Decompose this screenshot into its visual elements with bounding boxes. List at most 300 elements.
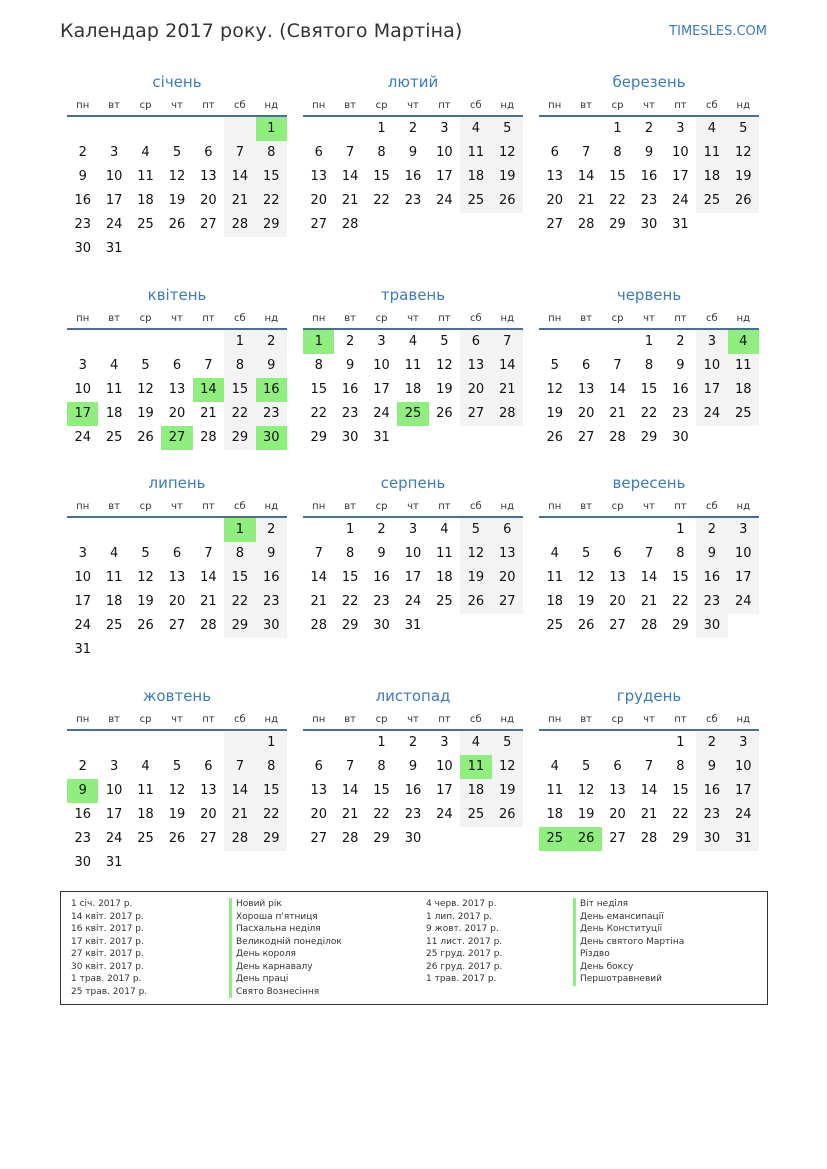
weekday-label: пн	[76, 100, 90, 111]
day-cell: 26	[728, 189, 759, 213]
day-cell: 17	[105, 193, 123, 208]
weekday-label: сб	[706, 100, 718, 111]
empty-cell	[570, 330, 601, 354]
weekday-header	[539, 713, 759, 731]
day-cell: 15	[640, 382, 658, 397]
day-cell: 21	[577, 193, 595, 208]
day-cell: 24	[728, 803, 759, 827]
weekday-label: вт	[108, 313, 120, 324]
day-cell: 4	[141, 759, 150, 774]
day-cell: 13	[168, 382, 186, 397]
empty-cell	[193, 117, 224, 141]
day-cell: 3	[109, 145, 119, 160]
day-cell: 28	[224, 827, 255, 851]
day-cell: 9	[256, 354, 287, 378]
day-cell: 20	[460, 378, 491, 402]
days-grid	[303, 518, 523, 638]
weekday-label: вт	[344, 100, 356, 111]
weekday-label: пн	[312, 714, 326, 725]
month-name: листопад	[375, 687, 451, 705]
day-cell: 20	[200, 807, 217, 822]
day-cell: 10	[696, 354, 727, 378]
day-cell: 14	[609, 382, 626, 397]
day-cell: 12	[436, 358, 453, 373]
day-cell: 30	[341, 430, 359, 445]
day-cell: 5	[581, 546, 591, 561]
day-cell: 1	[377, 121, 386, 136]
empty-cell	[67, 117, 98, 141]
weekday-label: чт	[171, 501, 183, 512]
empty-cell	[460, 426, 491, 450]
weekday-label: сб	[234, 714, 246, 725]
empty-cell	[193, 851, 224, 875]
empty-cell	[224, 237, 255, 261]
day-cell: 15	[224, 566, 255, 590]
day-cell: 9	[644, 145, 654, 160]
day-cell: 25	[105, 618, 123, 633]
day-cell: 14	[193, 378, 224, 402]
day-cell: 8	[224, 354, 255, 378]
day-cell: 9	[256, 542, 287, 566]
empty-cell	[130, 638, 161, 662]
day-cell: 19	[137, 406, 154, 421]
day-cell: 25	[397, 402, 428, 426]
day-cell: 26	[492, 189, 523, 213]
day-cell: 8	[377, 145, 386, 160]
weekday-header	[539, 500, 759, 518]
day-cell: 20	[200, 193, 217, 208]
day-cell: 8	[644, 358, 654, 373]
legend-dates-right	[426, 898, 502, 986]
day-cell: 29	[640, 430, 658, 445]
day-cell: 17	[728, 566, 759, 590]
empty-cell	[193, 330, 224, 354]
day-cell: 15	[609, 169, 626, 184]
empty-cell	[161, 638, 192, 662]
day-cell: 18	[728, 378, 759, 402]
day-cell: 20	[577, 406, 595, 421]
day-cell: 29	[672, 831, 689, 846]
day-cell: 7	[204, 546, 213, 561]
holiday-name: День короля	[229, 948, 342, 961]
weekday-label: ср	[375, 313, 388, 324]
month-name: липень	[148, 474, 206, 492]
weekday-label: сб	[706, 313, 718, 324]
day-cell: 16	[640, 169, 658, 184]
holiday-date: 1 трав. 2017 р.	[71, 974, 142, 984]
weekday-label: вт	[108, 100, 120, 111]
empty-cell	[570, 117, 601, 141]
day-cell: 26	[460, 590, 491, 614]
day-cell: 21	[224, 803, 255, 827]
day-cell: 26	[168, 217, 186, 232]
day-cell: 15	[341, 570, 359, 585]
month-name: лютий	[387, 73, 439, 91]
day-cell: 24	[436, 807, 453, 822]
empty-cell	[539, 518, 570, 542]
day-cell: 15	[672, 783, 689, 798]
day-cell: 13	[200, 169, 217, 184]
day-cell: 14	[492, 354, 523, 378]
weekday-label: пт	[438, 100, 451, 111]
day-cell: 2	[256, 330, 287, 354]
weekday-header	[539, 312, 759, 330]
holiday-date: 25 трав. 2017 р.	[71, 986, 148, 997]
day-cell: 4	[460, 731, 491, 755]
day-cell: 23	[404, 193, 422, 208]
day-cell: 29	[310, 430, 327, 445]
empty-cell	[397, 426, 428, 450]
holiday-date: 17 квіт. 2017 р.	[71, 936, 144, 947]
day-cell: 21	[640, 807, 658, 822]
weekday-label: ср	[611, 501, 624, 512]
day-cell: 31	[404, 618, 422, 633]
weekday-label: пн	[76, 501, 90, 512]
holiday-legend	[60, 891, 768, 1005]
empty-cell	[633, 731, 664, 755]
day-cell: 25	[105, 430, 123, 445]
weekday-label: сб	[234, 313, 246, 324]
weekday-label: нд	[264, 501, 278, 512]
day-cell: 6	[314, 145, 323, 160]
day-cell: 11	[728, 354, 759, 378]
day-cell: 24	[696, 402, 727, 426]
day-cell: 25	[460, 803, 491, 827]
weekday-label: ср	[375, 501, 388, 512]
day-cell: 31	[373, 430, 390, 445]
empty-cell	[193, 731, 224, 755]
day-cell: 20	[310, 807, 327, 822]
day-cell: 5	[141, 546, 150, 561]
empty-cell	[334, 117, 365, 141]
day-cell: 9	[696, 542, 727, 566]
day-cell: 5	[728, 117, 759, 141]
month-name: жовтень	[142, 687, 212, 705]
weekday-label: пн	[312, 313, 326, 324]
day-cell: 14	[200, 570, 217, 585]
empty-cell	[130, 117, 161, 141]
day-cell: 1	[345, 522, 355, 537]
empty-cell	[492, 213, 523, 237]
day-cell: 3	[728, 518, 759, 542]
empty-cell	[130, 731, 161, 755]
weekday-header	[303, 312, 523, 330]
empty-cell	[539, 117, 570, 141]
day-cell: 20	[492, 566, 523, 590]
day-cell: 15	[373, 783, 390, 798]
day-cell: 21	[609, 406, 626, 421]
day-cell: 7	[204, 358, 213, 373]
day-cell: 15	[256, 165, 287, 189]
day-cell: 12	[168, 169, 186, 184]
empty-cell	[161, 237, 192, 261]
day-cell: 13	[310, 169, 327, 184]
day-cell: 10	[105, 783, 123, 798]
weekday-label: сб	[470, 313, 482, 324]
day-cell: 18	[696, 165, 727, 189]
day-cell: 3	[78, 546, 87, 561]
empty-cell	[696, 213, 727, 237]
holiday-date: 1 лип. 2017 р.	[426, 911, 493, 922]
weekday-label: пт	[674, 714, 687, 725]
empty-cell	[98, 731, 129, 755]
empty-cell	[570, 518, 601, 542]
legend-names-right	[573, 898, 684, 986]
empty-cell	[161, 117, 192, 141]
day-cell: 11	[696, 141, 727, 165]
empty-cell	[303, 731, 334, 755]
month-9	[539, 474, 759, 638]
empty-cell	[303, 117, 334, 141]
day-cell: 1	[303, 330, 334, 354]
day-cell: 4	[696, 117, 727, 141]
empty-cell	[460, 614, 491, 638]
empty-cell	[429, 614, 460, 638]
weekday-label: пт	[438, 313, 451, 324]
holiday-name: День Конституції	[573, 923, 684, 936]
day-cell: 2	[256, 518, 287, 542]
day-cell: 6	[204, 145, 213, 160]
weekday-label: пт	[202, 714, 215, 725]
day-cell: 1	[644, 334, 654, 349]
weekday-label: пт	[674, 501, 687, 512]
weekday-header	[67, 713, 287, 731]
day-cell: 31	[728, 827, 759, 851]
day-cell: 26	[570, 827, 601, 851]
day-cell: 22	[672, 594, 689, 609]
day-cell: 11	[137, 169, 154, 184]
day-cell: 14	[341, 169, 359, 184]
day-cell: 28	[341, 831, 359, 846]
day-cell: 23	[672, 406, 689, 421]
weekday-label: ср	[611, 313, 624, 324]
day-cell: 2	[676, 334, 685, 349]
day-cell: 3	[676, 121, 685, 136]
weekday-label: вт	[108, 714, 120, 725]
day-cell: 14	[224, 779, 255, 803]
day-cell: 9	[408, 759, 418, 774]
weekday-label: нд	[736, 313, 750, 324]
day-cell: 18	[404, 382, 422, 397]
day-cell: 7	[581, 145, 591, 160]
day-cell: 16	[256, 566, 287, 590]
holiday-date: 1 січ. 2017 р.	[71, 899, 133, 909]
day-cell: 8	[224, 542, 255, 566]
day-cell: 23	[696, 803, 727, 827]
day-cell: 28	[224, 213, 255, 237]
day-cell: 12	[137, 570, 154, 585]
day-cell: 9	[377, 546, 386, 561]
month-name: березень	[612, 73, 686, 91]
day-cell: 23	[640, 193, 658, 208]
weekday-label: нд	[736, 100, 750, 111]
day-cell: 19	[137, 594, 154, 609]
day-cell: 30	[256, 426, 287, 450]
weekday-label: нд	[500, 100, 514, 111]
day-cell: 11	[460, 141, 491, 165]
month-7	[67, 474, 287, 662]
legend-names-left	[229, 898, 342, 998]
day-cell: 7	[644, 759, 654, 774]
site-link[interactable]: TIMESLES.COM	[669, 24, 767, 39]
day-cell: 24	[74, 430, 91, 445]
day-cell: 22	[341, 594, 359, 609]
weekday-label: нд	[500, 501, 514, 512]
day-cell: 25	[539, 827, 570, 851]
day-cell: 8	[314, 358, 323, 373]
day-cell: 17	[672, 169, 689, 184]
weekday-label: нд	[500, 714, 514, 725]
day-cell: 1	[256, 117, 287, 141]
weekday-label: чт	[171, 714, 183, 725]
weekday-label: пт	[674, 313, 687, 324]
day-cell: 17	[696, 378, 727, 402]
weekday-label: пн	[312, 100, 326, 111]
days-grid	[303, 731, 523, 851]
day-cell: 27	[168, 618, 186, 633]
day-cell: 20	[168, 406, 186, 421]
empty-cell	[570, 731, 601, 755]
day-cell: 11	[436, 546, 453, 561]
day-cell: 2	[78, 759, 87, 774]
day-cell: 8	[377, 759, 386, 774]
day-cell: 12	[577, 570, 595, 585]
day-cell: 19	[577, 594, 595, 609]
weekday-header	[539, 99, 759, 117]
empty-cell	[98, 638, 129, 662]
day-cell: 18	[137, 193, 154, 208]
day-cell: 1	[224, 518, 255, 542]
day-cell: 24	[105, 831, 123, 846]
day-cell: 7	[492, 330, 523, 354]
day-cell: 1	[676, 735, 685, 750]
day-cell: 13	[577, 382, 595, 397]
empty-cell	[728, 614, 759, 638]
day-cell: 10	[728, 755, 759, 779]
empty-cell	[161, 851, 192, 875]
day-cell: 6	[172, 546, 182, 561]
weekday-label: чт	[407, 714, 419, 725]
day-cell: 30	[74, 241, 91, 256]
day-cell: 5	[492, 731, 523, 755]
weekday-label: пн	[548, 100, 562, 111]
day-cell: 11	[105, 570, 123, 585]
day-cell: 12	[168, 783, 186, 798]
day-cell: 12	[492, 141, 523, 165]
day-cell: 10	[404, 546, 422, 561]
weekday-label: ср	[375, 100, 388, 111]
weekday-label: нд	[264, 313, 278, 324]
day-cell: 6	[172, 358, 182, 373]
month-5	[303, 286, 523, 450]
empty-cell	[256, 638, 287, 662]
empty-cell	[539, 330, 570, 354]
day-cell: 4	[109, 358, 119, 373]
day-cell: 12	[492, 755, 523, 779]
day-cell: 20	[609, 807, 626, 822]
day-cell: 3	[440, 121, 449, 136]
day-cell: 30	[373, 618, 390, 633]
month-name: січень	[152, 73, 202, 91]
day-cell: 8	[345, 546, 355, 561]
day-cell: 18	[460, 165, 491, 189]
day-cell: 3	[377, 334, 386, 349]
day-cell: 25	[728, 402, 759, 426]
day-cell: 19	[577, 807, 595, 822]
day-cell: 15	[224, 378, 255, 402]
empty-cell	[67, 330, 98, 354]
day-cell: 2	[408, 121, 418, 136]
day-cell: 24	[74, 618, 91, 633]
day-cell: 28	[492, 402, 523, 426]
day-cell: 9	[676, 358, 685, 373]
day-cell: 16	[696, 566, 727, 590]
weekday-label: ср	[375, 714, 388, 725]
month-12	[539, 687, 759, 851]
holiday-date: 14 квіт. 2017 р.	[71, 911, 144, 922]
day-cell: 19	[492, 779, 523, 803]
empty-cell	[224, 638, 255, 662]
holiday-name: Свято Вознесіння	[229, 986, 342, 999]
day-cell: 20	[168, 594, 186, 609]
day-cell: 2	[345, 334, 355, 349]
weekday-label: чт	[643, 501, 655, 512]
empty-cell	[130, 330, 161, 354]
weekday-label: пн	[548, 501, 562, 512]
weekday-label: ср	[139, 714, 152, 725]
empty-cell	[161, 731, 192, 755]
day-cell: 4	[141, 145, 150, 160]
day-cell: 27	[161, 426, 192, 450]
day-cell: 1	[377, 735, 386, 750]
weekday-label: нд	[264, 100, 278, 111]
day-cell: 4	[109, 546, 119, 561]
day-cell: 5	[172, 145, 182, 160]
day-cell: 11	[105, 382, 123, 397]
weekday-label: вт	[580, 501, 592, 512]
days-grid	[539, 731, 759, 851]
day-cell: 30	[404, 831, 422, 846]
day-cell: 11	[546, 570, 563, 585]
weekday-header	[67, 312, 287, 330]
day-cell: 20	[310, 193, 327, 208]
day-cell: 19	[546, 406, 563, 421]
holiday-name: День карнавалу	[229, 961, 342, 974]
weekday-label: пн	[548, 313, 562, 324]
day-cell: 17	[404, 570, 422, 585]
day-cell: 3	[408, 522, 418, 537]
empty-cell	[98, 117, 129, 141]
day-cell: 2	[78, 145, 87, 160]
day-cell: 16	[74, 193, 91, 208]
weekday-label: ср	[139, 501, 152, 512]
day-cell: 22	[609, 193, 626, 208]
day-cell: 27	[200, 217, 217, 232]
day-cell: 2	[644, 121, 654, 136]
day-cell: 21	[310, 594, 327, 609]
empty-cell	[429, 827, 460, 851]
empty-cell	[492, 614, 523, 638]
day-cell: 23	[696, 590, 727, 614]
weekday-label: сб	[470, 100, 482, 111]
day-cell: 7	[345, 145, 355, 160]
month-1	[67, 73, 287, 261]
day-cell: 30	[696, 614, 727, 638]
day-cell: 25	[137, 217, 154, 232]
day-cell: 25	[696, 189, 727, 213]
holiday-name: Пасхальна неділя	[229, 923, 342, 936]
day-cell: 22	[310, 406, 327, 421]
